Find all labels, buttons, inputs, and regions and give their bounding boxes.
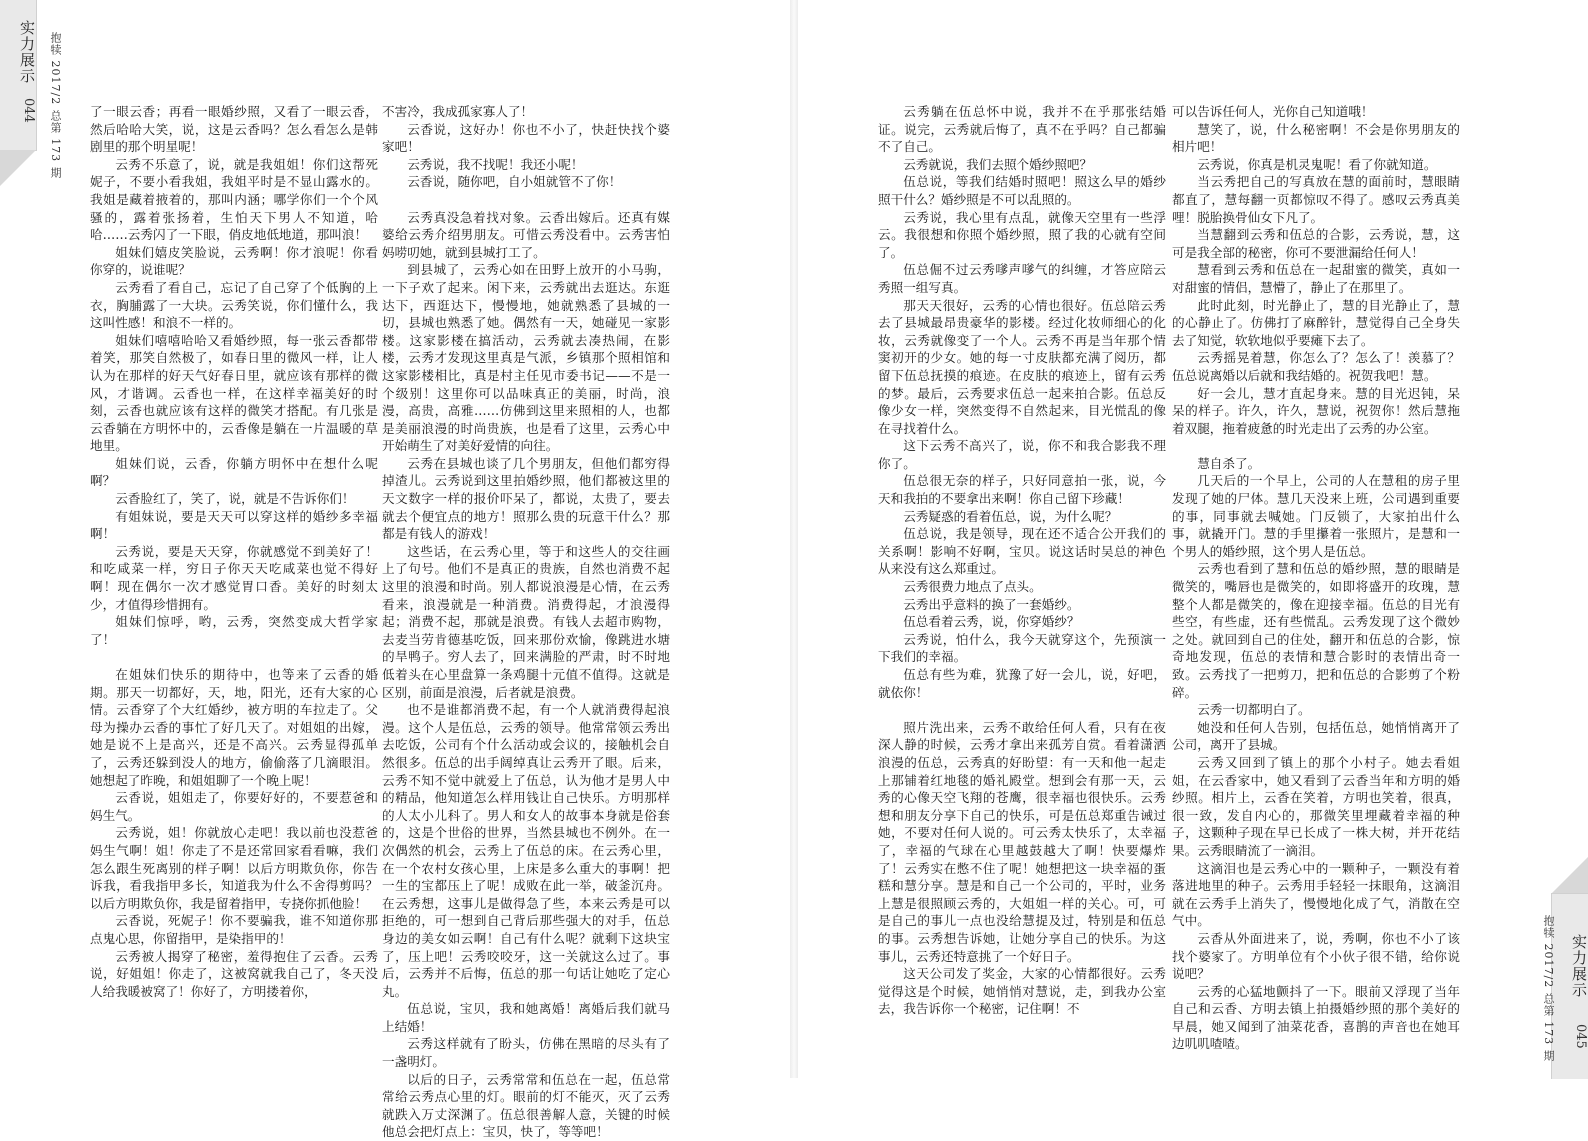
text-column-2 <box>382 103 670 1141</box>
paragraph: 姐妹们嘻嘻哈哈又看婚纱照，每一张云香都带着笑，那笑自然极了，如春日里的微风一样，让人认为在那样的好天气好春日里，就应该有那样的微风，才谐调。云香也一样，在这样幸福美好的时刻，云香也就应该有这样的微笑才搭配。有几张是云香躺在方明怀中的，云香像是躺在一片温暖的草地里。 <box>90 332 378 454</box>
paragraph: 这滴泪也是云秀心中的一颗种子，一颗没有着落进地里的种子。云秀用手轻轻一抹眼角，这滴泪就在云秀手上消失了，慢慢地化成了气，消散在空气中。 <box>1172 860 1460 929</box>
paragraph: 伍总说，宝贝，我和她离婚！离婚后我们就马上结婚！ <box>382 1001 670 1034</box>
paragraph: 那天天很好，云秀的心情也很好。伍总陪云秀去了县城最昂贵豪华的影楼。经过化妆师细心的化妆，云秀就像变了一个人。云秀不再是当年那个情窦初开的少女。她的每一寸皮肤都充满了阅历，都留下伍总抚摸的痕迹。在皮肤的痕迹上，留有云秀的梦。最后，云秀要求伍总一起来拍合影。伍总反像少女一样，突然变得不自然起来，目光慌乱的像在寻找着什么。 <box>878 297 1166 436</box>
page-number: 045 <box>1573 1024 1588 1049</box>
text-column-1 <box>90 103 378 1000</box>
paragraph: 云秀一切都明白了。 <box>1197 702 1311 718</box>
paragraph: 云秀说，姐！你就放心走吧！我以前也没惹爸妈生气啊！姐！你走了不是还常回家看看嘛，我们怎么跟生死离别的样子啊！以后方明欺负你，你告诉我，看我指甲多长，知道我为什么不舍得剪吗？以后方明欺负你，我是留着指甲，专挠你抓他脸！ <box>90 825 378 911</box>
paragraph: 云香说，随你吧，自小姐就管不了你！ <box>407 174 622 190</box>
running-head: 抱犊 2017/2 总第 173 期 <box>49 32 62 179</box>
paragraph: 当慧翻到云秀和伍总的合影，云秀说，慧，这可是我全部的秘密，你可不要泄漏给任何人！ <box>1172 227 1460 260</box>
paragraph: 此时此刻，时光静止了，慧的目光静止了，慧的心静止了。仿佛打了麻醉针，慧觉得自己全身失去了知觉，软软地似乎要瘫下去了。 <box>1172 297 1460 348</box>
right-page <box>798 0 1588 1078</box>
page-number: 044 <box>21 98 36 123</box>
paragraph: 伍总倔不过云秀嗲声嗲气的纠缠，才答应陪云秀照一组写真。 <box>878 262 1166 295</box>
section-tab-right <box>1551 893 1588 1079</box>
paragraph: 云秀出乎意料的换了一套婚纱。 <box>903 596 1080 612</box>
running-head: 抱犊 2017/2 总第 173 期 <box>1542 915 1555 1062</box>
paragraph: 也不是谁都消费不起，有一个人就消费得起浪漫。这个人是伍总，云秀的领导。他常常领云秀出去吃饭，公司有个什么活动或会议的，接触机会自然很多。伍总的出手阔绰真让云秀开了眼。后来，云秀不知不觉中就爱上了伍总，认为他才是男人中的精品，他知道怎么样用钱让自己快乐。方明那样的人太小儿科了。男人和女人的故事本身就是俗套的，这是个世俗的世界，当然县城也不例外。在一次偶然的机会，云秀上了伍总的床。在云秀心里，在一个农村女孩心里，上床是多么重大的事啊！把一生的宝都压上了呢！成败在此一举，破釜沉舟。在云秀想，这事儿是做得急了些，本来云秀是可以拒绝的，可一想到自己背后那些强大的对手，伍总身边的美女如云啊！自己有什么呢？就剩下这块宝了，压上吧！云秀咬咬牙，这一关就这么过了。事后，云秀并不后悔，伍总的那一句话让她吃了定心丸。 <box>382 702 670 999</box>
paragraph: 云香脸红了，笑了，说，就是不告诉你们！ <box>115 491 355 507</box>
paragraph: 了一眼云香；再看一眼婚纱照，又看了一眼云香，然后哈哈大笑，说，这是云香吗？怎么看怎么是韩剧里的那个明星呢！ <box>90 104 378 155</box>
paragraph: 姐妹们说，云香，你躺方明怀中在想什么呢啊？ <box>90 455 378 489</box>
paragraph: 云秀看了看自己，忘记了自己穿了个低胸的上衣，胸脯露了一大块。云秀笑说，你们懂什么，我这叫性感！和浪不一样的。 <box>90 279 378 331</box>
paragraph: 云秀说，怕什么，我今天就穿这个，先预演一下我们的幸福。 <box>878 631 1166 665</box>
paragraph: 伍总有些为难，犹豫了好一会儿，说，好吧，就依你！ <box>878 667 1166 700</box>
paragraph: 伍总看着云秀，说，你穿婚纱？ <box>903 614 1080 630</box>
paragraph: 云秀躺在伍总怀中说，我并不在乎那张结婚证。说完，云秀就后悔了，真不在乎吗？自己都骗不了自己。 <box>878 104 1166 155</box>
paragraph: 云秀不乐意了，说，就是我姐姐！你们这帮死妮子，不要小看我姐，我姐平时是不显山露水的。我姐是藏着掖着的，那叫内涵；哪学你们一个个风骚的，露着张扬着，生怕天下男人不知道，哈哈……云秀闪了一下眼，俏皮地低地道，那叫浪！ <box>90 156 378 243</box>
paragraph: 云香从外面进来了，说，秀啊，你也不小了该找个婆家了。方明单位有个小伙子很不错，给你说说吧？ <box>1172 930 1460 982</box>
paragraph: 云秀说，我心里有点乱，就像天空里有一些浮云。我很想和你照个婚纱照，照了我的心就有空间了。 <box>878 209 1166 260</box>
paragraph: 在姐妹们快乐的期待中，也等来了云香的婚期。那天一切都好，天，地，阳光，还有大家的心情。云香穿了个大红婚纱，被方明的车拉走了。父母为操办云香的事忙了好几天了。对姐姐的出嫁，她是说不上是高兴，还是不高兴。云秀显得孤单了，云秀还躲到没人的地方，偷偷落了几滴眼泪。她想起了昨晚，和姐姐聊了一个晚上呢！ <box>90 667 378 788</box>
paragraph: 云香说，姐姐走了，你要好好的，不要惹爸和妈生气。 <box>90 790 378 823</box>
paragraph: 以后的日子，云秀常常和伍总在一起，伍总常常给云秀点心里的灯。眼前的灯不能灭，灭了云秀就跌入万丈深渊了。伍总很善解人意，关键的时候他总会把灯点上：宝贝，快了，等等吧！ <box>382 1071 670 1140</box>
paragraph: 伍总说，等我们结婚时照吧！照这么早的婚纱照干什么？婚纱照是不可以乱照的。 <box>878 174 1166 207</box>
paragraph: 云秀说，要是天天穿，你就感觉不到美好了！和吃咸菜一样，穷日子你天天吃咸菜也觉不得好啊！现在偶尔一次才感觉胃口香。美好的时刻太少，才值得珍惜拥有。 <box>90 543 378 612</box>
section-tab-left <box>0 0 37 151</box>
paragraph: 好一会儿，慧才直起身来。慧的目光迟钝，呆呆的样子。许久，许久，慧说，祝贺你！然后慧拖着双腿，拖着疲惫的时光走出了云秀的办公室。 <box>1172 385 1460 436</box>
paragraph: 慧笑了，说，什么秘密啊！不会是你男朋友的相片吧！ <box>1172 121 1460 155</box>
paragraph: 云香说，死妮子！你不要骗我，谁不知道你那点鬼心思，你留指甲，是染指甲的！ <box>90 913 378 946</box>
paragraph: 姐妹们嬉皮笑脸说，云秀啊！你才浪呢！你看你穿的，说谁呢？ <box>90 244 378 278</box>
paragraph: 云秀说，你真是机灵鬼呢！看了你就知道。 <box>1197 156 1437 172</box>
tab-fold-decoration <box>1552 857 1588 893</box>
paragraph: 慧自杀了。 <box>1197 455 1261 471</box>
paragraph: 伍总说，我是领导，现在还不适合公开我们的关系啊！影响不好啊，宝贝。说这话时吴总的神色从来没有这么郑重过。 <box>878 526 1166 577</box>
text-column-4 <box>1172 103 1460 1053</box>
paragraph: 云秀也看到了慧和伍总的婚纱照，慧的眼睛是微笑的，嘴唇也是微笑的，如即将盛开的玫瑰，慧整个人都是微笑的，像在迎接幸福。伍总的目光有些空，有些虚，还有些慌乱。云秀发现了这个微妙之处。就回到自己的住处，翻开和伍总的合影，惊奇地发现，伍总的表情和慧合影时的表情出奇一致。云秀找了一把剪刀，把和伍总的合影剪了个粉碎。 <box>1172 561 1460 700</box>
paragraph: 云秀疑惑的看着伍总，说，为什么呢？ <box>903 508 1118 524</box>
text-column-3 <box>878 103 1166 1018</box>
paragraph: 不害冷，我成孤家寡人了！ <box>382 104 534 119</box>
paragraph: 云秀又回到了镇上的那个小村子。她去看姐姐，在云香家中，她又看到了云香当年和方明的婚纱照。相片上，云香在笑着，方明也笑着，很真，很一致，发自内心的，那微笑里埋藏着幸福的种子，这颗种子现在早已长成了一株大树，并开花结果。云秀眼睛流了一滴泪。 <box>1172 754 1460 858</box>
paragraph: 云秀在县城也谈了几个男朋友，但他们都穷得掉渣儿。云秀说到这里拍婚纱照，他们都被这里的天文数字一样的报价吓呆了，都说，太贵了，要去就去个便宜点的地方！照那么贵的玩意干什么？那都是有钱人的游戏！ <box>382 455 670 542</box>
section-label: 实力展示 <box>18 20 36 84</box>
paragraph: 云秀说，我不找呢！我还小呢！ <box>407 156 584 172</box>
paragraph: 云香说，这好办！你也不小了，快赶快找个婆家吧！ <box>382 121 670 155</box>
paragraph: 这天公司发了奖金，大家的心情都很好。云秀觉得这是个时候，她悄悄对慧说，走，到我办公室去，我告诉你一个秘密，记住啊！不 <box>878 966 1166 1017</box>
tab-fold-decoration <box>0 150 36 186</box>
paragraph: 云秀被人揭穿了秘密，羞得抱住了云香。云秀说，好姐姐！你走了，这被窝就我自己了，冬天没人给我暖被窝了！你好了，方明搂着你， <box>90 948 378 999</box>
page-gutter <box>790 0 798 1078</box>
section-label: 实力展示 <box>1570 934 1588 998</box>
paragraph: 有姐妹说，要是天天可以穿这样的婚纱多幸福啊！ <box>90 508 378 542</box>
paragraph: 姐妹们惊呼，哟，云秀，突然变成大哲学家了！ <box>90 614 378 647</box>
paragraph: 云秀很费力地点了点头。 <box>903 579 1042 595</box>
paragraph: 慧看到云秀和伍总在一起甜蜜的微笑，真如一对甜蜜的情侣，慧懵了，静止了在那里了。 <box>1172 262 1460 295</box>
paragraph: 几天后的一个早上，公司的人在慧租的房子里发现了她的尸体。慧几天没来上班，公司遇到重要的事，同事就去喊她。门反锁了，大家拍出什么事，就撬开门。慧的手里攥着一张照片，是慧和一个男人的婚纱照，这个男人是伍总。 <box>1172 473 1460 559</box>
paragraph: 可以告诉任何人，光你自己知道哦！ <box>1172 104 1374 119</box>
paragraph: 照片洗出来，云秀不敢给任何人看，只有在夜深人静的时候，云秀才拿出来孤芳自赏。看着潇洒浪漫的伍总，云秀真的好盼望：有一天和他一起走上那铺着红地毯的婚礼殿堂。想到会有那一天，云秀的心像天空飞翔的苍鹰，很幸福也很快乐。云秀想和朋友分享下自己的快乐，可是伍总郑重告诫过她，不要对任何人说的。可云秀太快乐了，太幸福了，幸福的气球在心里越鼓越大了啊！快要爆炸了！云秀实在憋不住了呢！她想把这一块幸福的蛋糕和慧分享。慧是和自己一个公司的，平时，业务上慧是很照顾云秀的，大姐姐一样的关心。可，可是自己的事儿一点也没给慧提及过，特别是和伍总的事。云秀想告诉她，让她分享自己的快乐。为这事儿，云秀还特意挑了一个好日子。 <box>878 719 1166 964</box>
paragraph: 当云秀把自己的写真放在慧的面前时，慧眼睛都直了，慧每翻一页都惊叹不得了。感叹云秀真美哩！脱胎换骨仙女下凡了。 <box>1172 174 1460 225</box>
paragraph: 云秀就说，我们去照个婚纱照吧？ <box>903 156 1093 172</box>
paragraph: 这下云秀不高兴了，说，你不和我合影我不理你了。 <box>878 438 1166 471</box>
paragraph: 这些话，在云秀心里，等于和这些人的交往画上了句号。他们不是真正的贵族，自然也消费不起这里的浪漫和时尚。别人都说浪漫是心情，在云秀看来，浪漫就是一种消费。消费得起，才浪漫得起；消费不起，那就是浪费。有钱人去超市购物，去麦当劳肯德基吃饭，回来那份欢愉，像跳进水塘的旱鸭子。穷人去了，回来满脸的严肃，时不时地低着头在心里盘算一条鸡腿十元值不值得。这就是区别，前面是浪漫，后者就是浪费。 <box>382 543 670 700</box>
paragraph: 云秀摇晃着慧，你怎么了？怎么了！羡慕了？伍总说离婚以后就和我结婚的。祝贺我吧！慧。 <box>1172 350 1460 383</box>
paragraph: 她没和任何人告别，包括伍总，她悄悄离开了公司，离开了县城。 <box>1172 719 1460 753</box>
paragraph: 云秀真没急着找对象。云香出嫁后。还真有媒婆给云秀介绍男朋友。可惜云秀没看中。云秀害怕妈唠叨她，就到县城打工了。 <box>382 209 670 260</box>
paragraph: 云秀的心猛地颤抖了一下。眼前又浮现了当年自己和云香、方明去镇上拍摄婚纱照的那个美好的早晨，她又闻到了油菜花香，喜鹊的声音也在她耳边叽叽喳喳。 <box>1172 983 1460 1052</box>
paragraph: 云秀这样就有了盼头，仿佛在黑暗的尽头有了一盏明灯。 <box>382 1036 670 1070</box>
left-page <box>0 0 790 1140</box>
paragraph: 伍总很无奈的样子，只好同意拍一张，说，今天和我拍的不要拿出来啊！你自己留下珍藏！ <box>878 473 1166 507</box>
paragraph: 到县城了，云秀心如在田野上放开的小马驹，一下子欢了起来。闲下来，云秀就出去逛达。东逛达下，西逛达下，慢慢地，她就熟悉了县城的一切，县城也熟悉了她。偶然有一天，她碰见一家影楼。这家影楼在搞活动，云秀就去凑热闹，在影楼，云秀才发现这里真是气派，乡镇那个照相馆和这家影楼相比，真是村主任见市委书记——不是一个级别！这里你可以品味真正的美丽，时尚，浪漫，高贵，高雅……仿佛到这里来照相的人，也都是美丽浪漫的时尚贵族，也是看了这里，云秀心中开始萌生了对美好爱情的向往。 <box>382 262 670 454</box>
